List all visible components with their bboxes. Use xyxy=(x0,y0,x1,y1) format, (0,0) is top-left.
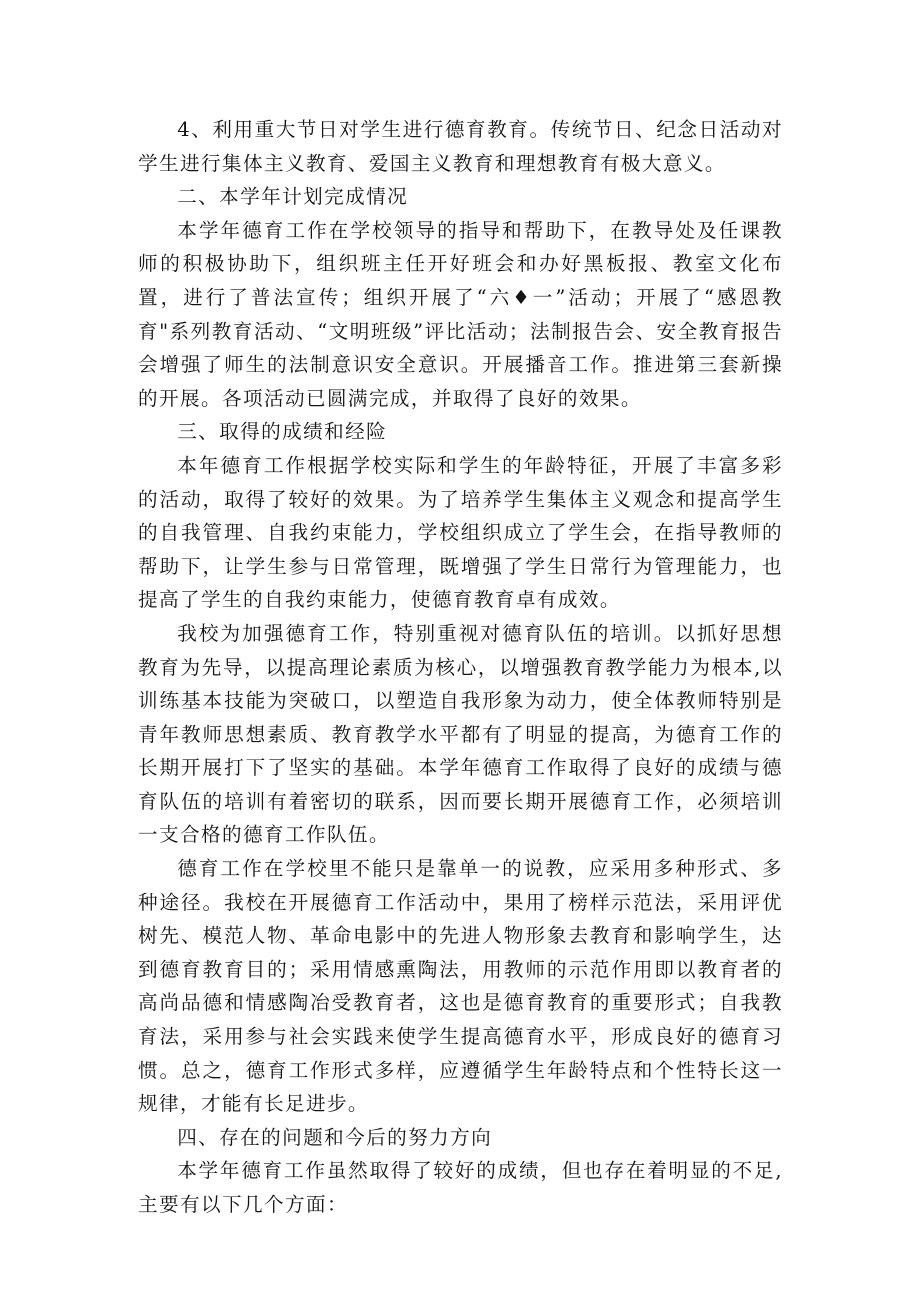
section-heading-achievements: 三、取得的成绩和经险 xyxy=(177,420,388,444)
paragraph-achievements: 本年德育工作根据学校实际和学生的年龄特征，开展了丰富多彩的活动，取得了较好的效果。为了培养学生集体主义观念和提高学生的自我管理、自我约束能力，学校组织成立了学生会，在指导教师的帮助下，让学生参与日常管理，既增强了学生日常行为管理能力，也提高了学生的自我约束能力，使德育教育卓有成效。 xyxy=(138,453,783,612)
paragraph-education-methods: 德育工作在学校里不能只是靠单一的说教，应采用多种形式、多种途径。我校在开展德育工作活动中，果用了榜样示范法，采用评优树先、模范人物、革命电影中的先进人物形象去教育和影响学生，达到德育教育目的；采用情感熏陶法，用教师的示范作用即以教育者的高尚品德和情感陶冶受教育者，这也是德育教育的重要形式；自我教育法，采用参与社会实践来使学生提高德育水平，形成良好的德育习惯。总之，德育工作形式多样，应遵循学生年龄特点和个性特长这一规律，才能有长足进步。 xyxy=(138,857,783,1116)
section-heading-problems: 四、存在的问题和今后的努力方向 xyxy=(177,1125,493,1149)
paragraph-problems: 本学年德育工作虽然取得了较好的成绩，但也存在着明显的不足,主要有以下几个方面： xyxy=(138,1159,783,1216)
paragraph-festival-education: 4、利用重大节日对学生进行德育教育。传统节日、纪念日活动对学生进行集体主义教育、爱国主义教育和理想教育有极大意义。 xyxy=(138,118,783,175)
paragraph-team-training: 我校为加强德育工作，特别重视对德育队伍的培训。以抓好思想教育为先导，以提高理论素质为核心，以增强教育教学能力为根本,以训练基本技能为突破口，以塑造自我形象为动力，使全体教师特别是青年教师思想素质、教育教学水平都有了明显的提高，为德育工作的长期开展打下了坚实的基础。本学年德育工作取得了良好的成绩与德育队伍的培训有着密切的联系，因而要长期开展德育工作，必须培训一支合格的德育工作队伍。 xyxy=(138,621,783,847)
document-page xyxy=(138,113,783,1222)
section-heading-plan-completion: 二、本学年计划完成情况 xyxy=(177,185,409,209)
paragraph-plan-completion: 本学年德育工作在学校领导的指导和帮助下，在教导处及任课教师的积极协助下，组织班主任开好班会和办好黑板报、教室文化布置，进行了普法宣传；组织开展了“六♦一”活动；开展了“感恩教育"系列教育活动、“文明班级”评比活动；法制报告会、安全教育报告会增强了师生的法制意识安全意识。开展播音工作。推进第三套新操的开展。各项活动已圆满完成，并取得了良好的效果。 xyxy=(138,218,783,410)
